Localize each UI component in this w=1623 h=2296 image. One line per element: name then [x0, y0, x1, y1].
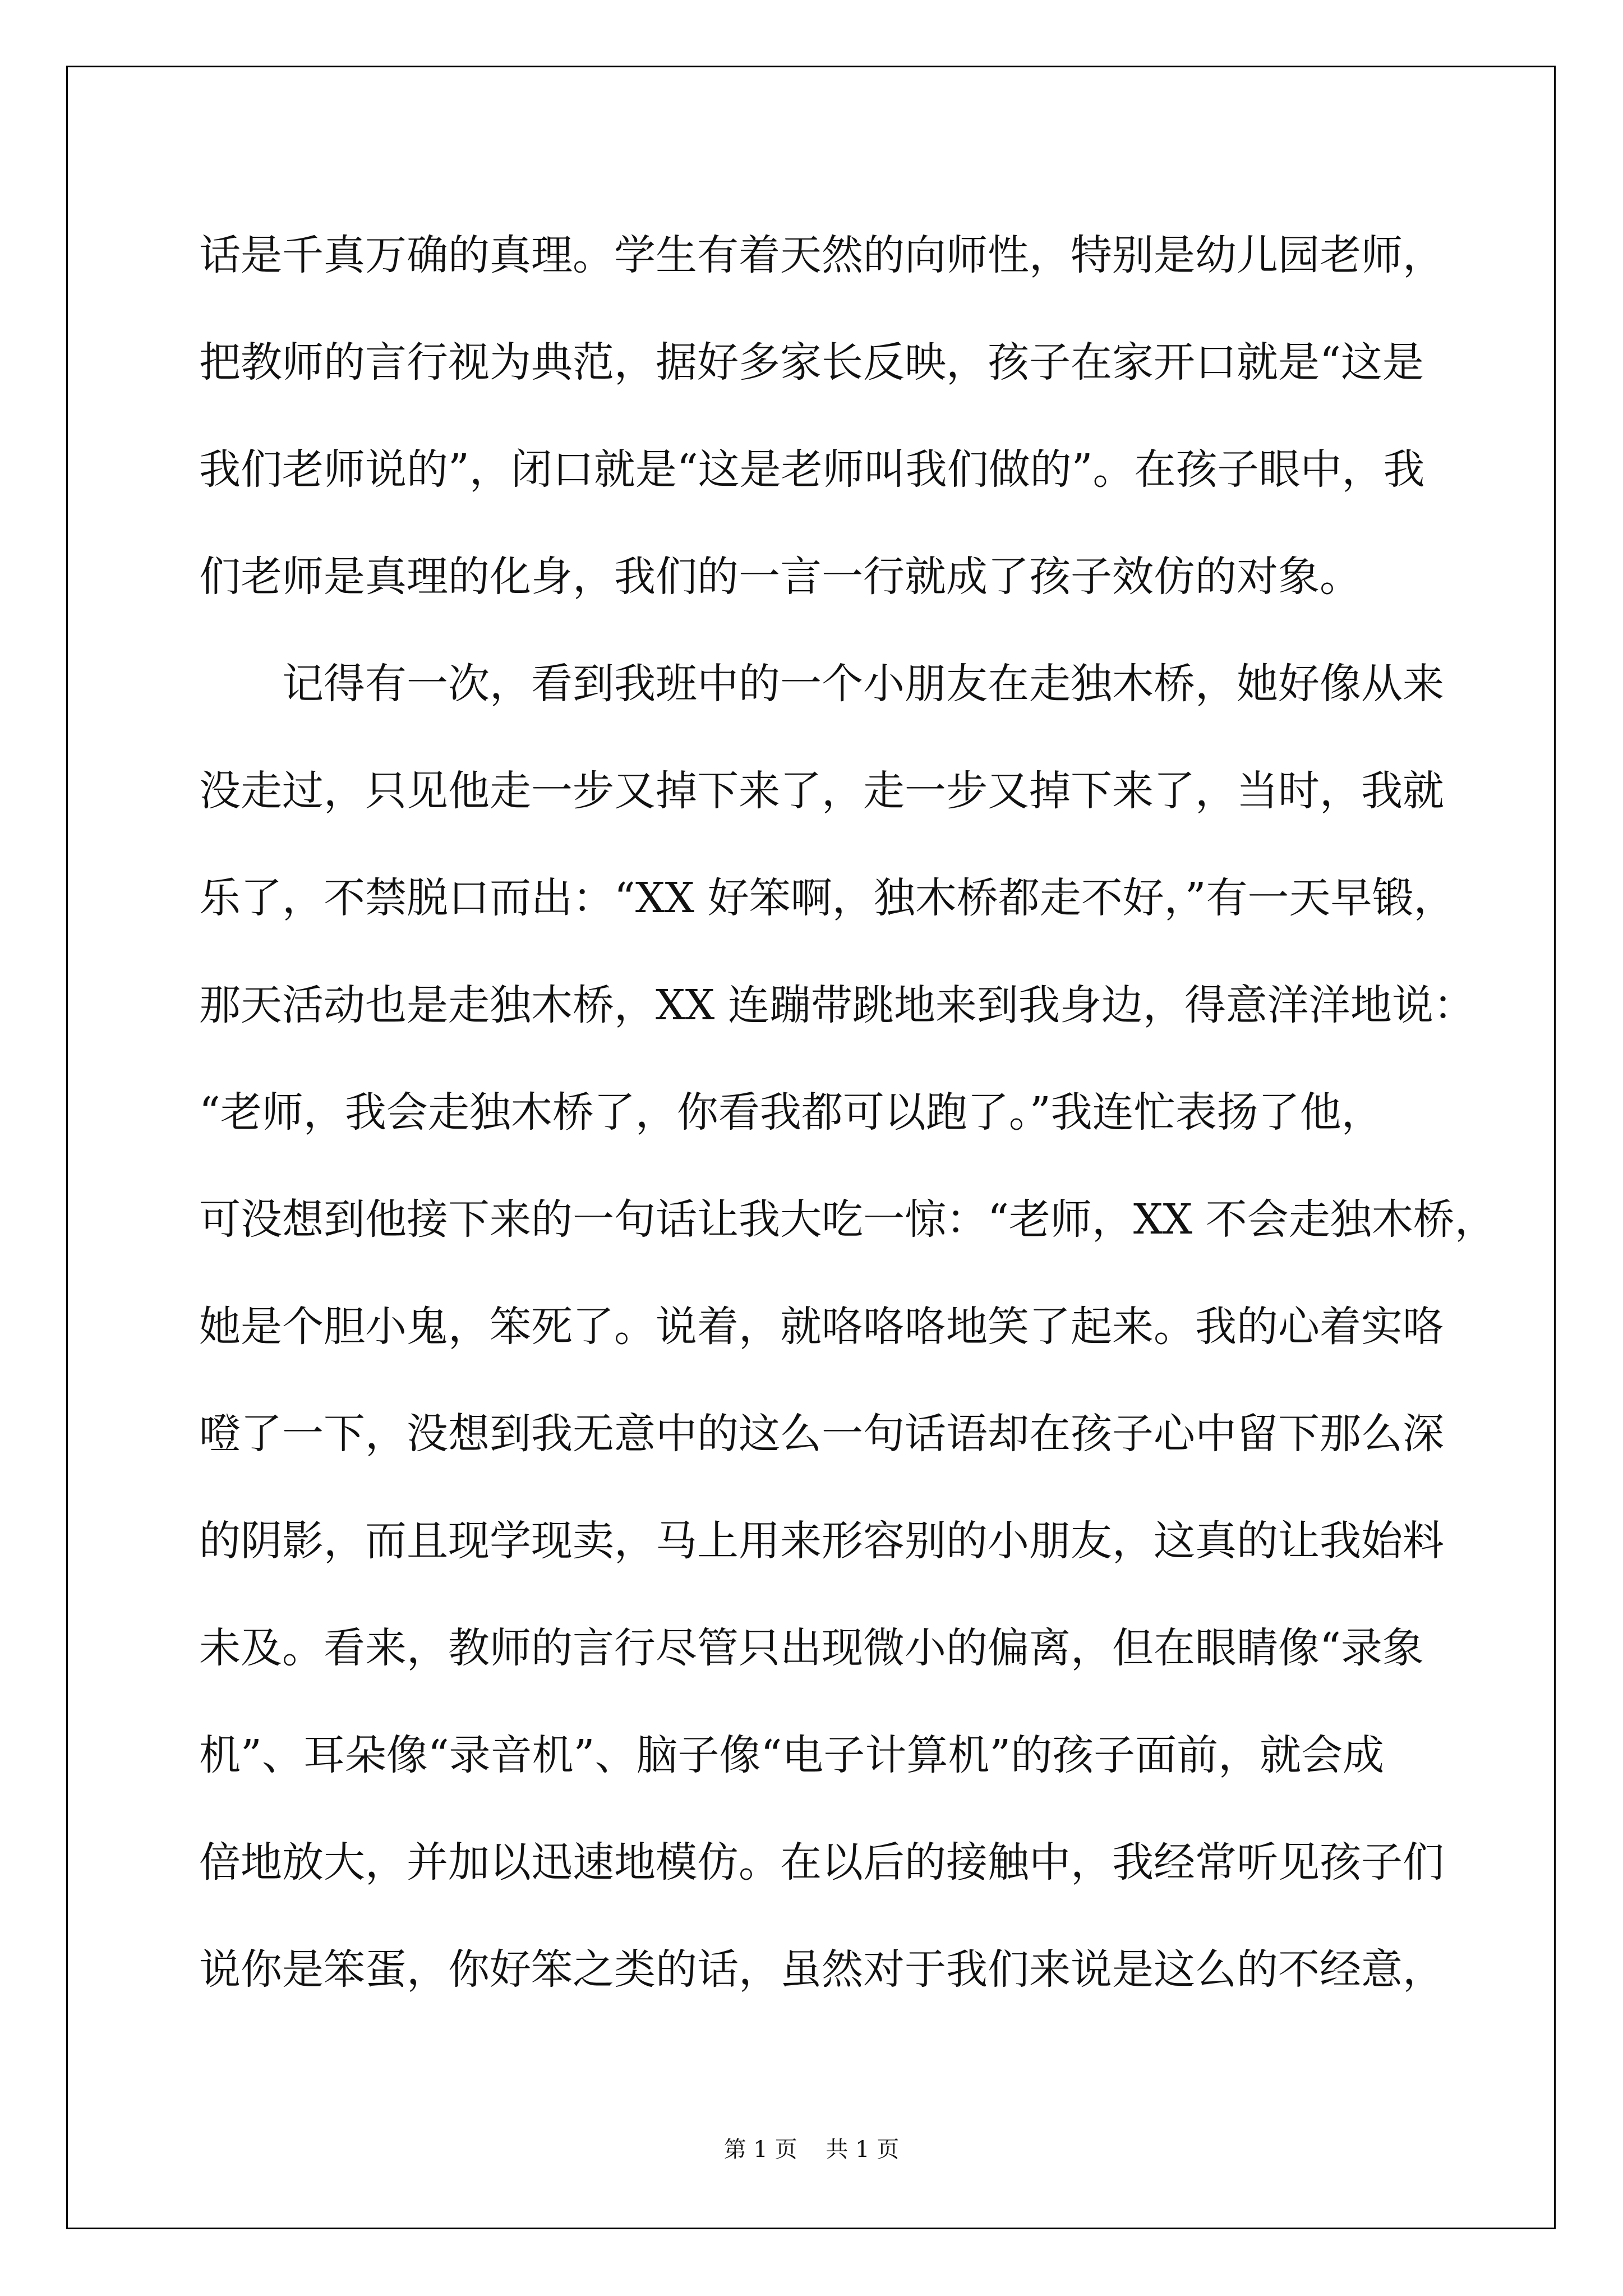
text-line: 说你是笨蛋，你好笨之类的话，虽然对于我们来说是这么的不经意，	[199, 1945, 1444, 1994]
document-body	[199, 202, 1496, 2023]
text-line: 她是个胆小鬼，笨死了。说着，就咯咯咯地笑了起来。我的心着实咯	[199, 1303, 1444, 1351]
text-line: 倍地放大，并加以迅速地模仿。在以后的接触中，我经常听见孩子们	[199, 1838, 1444, 1887]
text-line: 机”、耳朵像“录音机”、脑子像“电子计算机”的孩子面前，就会成	[199, 1731, 1385, 1779]
text-line: 我们老师说的”，闭口就是“这是老师叫我们做的”。在孩子眼中，我	[199, 445, 1425, 494]
text-line: 没走过，只见他走一步又掉下来了，走一步又掉下来了，当时，我就	[199, 767, 1444, 815]
text-line: “老师，我会走独木桥了，你看我都可以跑了。”我连忙表扬了他，	[199, 1088, 1383, 1137]
text-line: 的阴影，而且现学现卖，马上用来形容别的小朋友，这真的让我始料	[199, 1517, 1444, 1565]
text-line: 未及。看来，教师的言行尽管只出现微小的偏离，但在眼睛像“录象	[199, 1624, 1424, 1672]
text-line: 噔了一下，没想到我无意中的这么一句话语却在孩子心中留下那么深	[199, 1410, 1444, 1458]
text-line: 可没想到他接下来的一句话让我大吃一惊：“老师，XX 不会走独木桥，	[199, 1195, 1496, 1244]
text-line: 把教师的言行视为典范，据好多家长反映，孩子在家开口就是“这是	[199, 338, 1424, 386]
text-line: 那天活动也是走独木桥，XX 连蹦带跳地来到我身边，得意洋洋地说：	[199, 981, 1475, 1029]
text-line: 乐了，不禁脱口而出：“XX 好笨啊，独木桥都走不好，”有一天早锻，	[199, 874, 1455, 922]
text-line: 们老师是真理的化身，我们的一言一行就成了孩子效仿的对象。	[199, 553, 1361, 601]
text-line: 话是千真万确的真理。学生有着天然的向师性，特别是幼儿园老师，	[199, 231, 1444, 279]
page-number-footer: 第 1 页 共 1 页	[723, 2137, 900, 2162]
text-line: 记得有一次，看到我班中的一个小朋友在走独木桥，她好像从来	[282, 660, 1444, 708]
